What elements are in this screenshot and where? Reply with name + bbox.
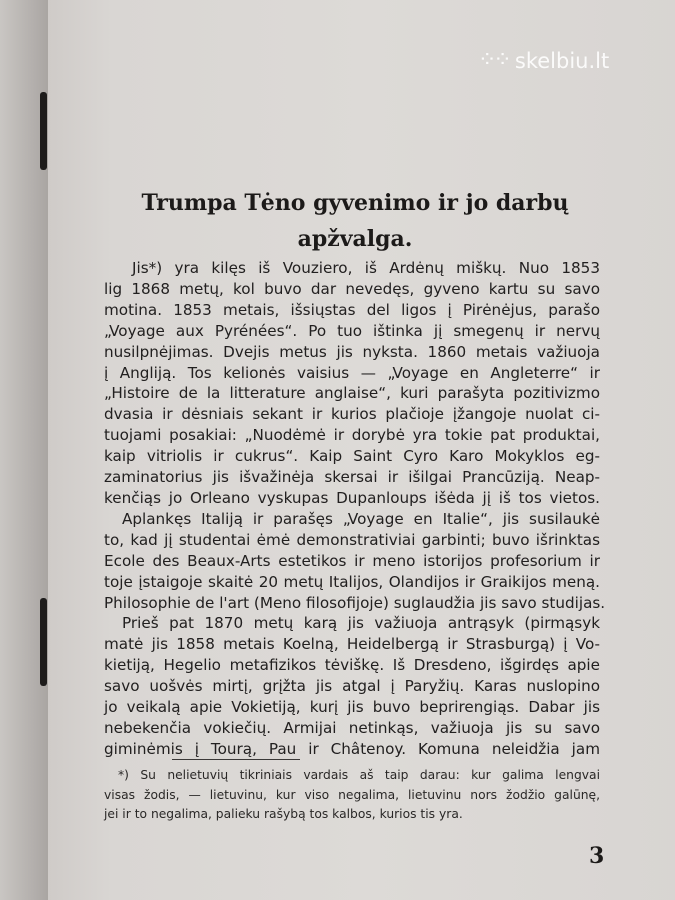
page-number: 3 <box>589 843 605 869</box>
text-line: į Angliją. Tos kelionės vaisius — „Voyage en Angleterre“ ir <box>104 363 600 382</box>
text-line: giminėmis į Tourą, Pau ir Châtenoy. Komuna neleidžia jam <box>104 739 600 758</box>
footnote-divider <box>172 759 300 760</box>
text-line: matė jis 1858 metais Koelną, Heidelbergą ir Strasburgą) į Vo- <box>104 635 600 654</box>
text-line: motina. 1853 metais, išsiųstas del ligos į Pirėnėjus, parašo <box>104 300 600 319</box>
chapter-title-line-1: Trumpa Tėno gyvenimo ir jo darbų <box>141 190 569 216</box>
text-line: Prieš pat 1870 metų karą jis važiuoja antrąsyk (pirmąsyk <box>122 614 600 633</box>
text-line: Jis*) yra kilęs iš Vouziero, iš Ardėnų miškų. Nuo 1853 <box>132 259 600 277</box>
footnote-line: *) Su nelietuvių tikriniais vardais aš taip darau: kur galima lengvai <box>118 768 600 782</box>
text-line: zaminatorius jis išvažinėja skersai ir išilgai Prancūziją. Neap- <box>104 468 600 487</box>
text-line: Aplankęs Italiją ir parašęs „Voyage en Italie“, jis susilaukė <box>122 509 600 528</box>
chapter-title-line-2: apžvalga. <box>297 226 413 252</box>
text-line: kaip vitriolis ir cukrus“. Kaip Saint Cyro Karo Mokyklos eg- <box>104 447 600 466</box>
dots-logo-icon: ⁘⁘ <box>478 48 509 73</box>
text-line: dvasia ir dėsniais sekant ir kurios plačioje įžangoje nuolat ci- <box>104 405 600 424</box>
text-line: „Voyage aux Pyrénées“. Po tuo ištinka jį smegenų ir nervų <box>104 321 600 340</box>
text-line: Ecole des Beaux-Arts estetikos ir meno istorijos profesorium ir <box>104 551 600 570</box>
text-line: „Histoire de la litterature anglaise“, kuri parašyta pozitivizmo <box>104 384 600 403</box>
binding-mark <box>40 598 47 686</box>
footnote-line: jei ir to negalima, palieku rašybą tos kalbos, kurios tis yra. <box>104 807 463 821</box>
text-line: savo uošvės mirtį, grįžta jis atgal į Paryžių. Karas nuslopino <box>104 677 600 696</box>
text-line: jo veikalą apie Vokietiją, kurį jis buvo beprirengiąs. Dabar jis <box>104 698 600 717</box>
text-line: kenčiąs jo Orleano vyskupas Dupanloups išėda jį iš tos vietos. <box>104 488 600 507</box>
text-line: kietiją, Hegelio metafizikos tėviškę. Iš Dresdeno, išgirdęs apie <box>104 656 600 675</box>
text-line: tuojami posakiai: „Nuodėmė ir dorybė yra tokie pat produktai, <box>104 426 600 445</box>
text-line: nusilpnėjimas. Dvejis metus jis nyksta. 1860 metais važiuoja <box>104 342 600 361</box>
watermark <box>478 48 609 73</box>
body-text <box>104 258 606 760</box>
text-line: nebekenčia vokiečių. Armijai netinkąs, važiuoja jis su savo <box>104 718 600 737</box>
text-line: to, kad jį studentai ėmė demonstrativiai garbinti; buvo išrinktas <box>104 530 600 549</box>
footnote-line: visas žodis, — lietuvinu, kur viso negalima, lietuvinu nors žodžio galūnę, <box>104 787 600 802</box>
watermark-text: skelbiu.lt <box>514 48 610 73</box>
footnote <box>104 766 600 825</box>
text-line: lig 1868 metų, kol buvo dar nevedęs, gyveno kartu su savo <box>104 279 600 298</box>
binding-mark <box>40 92 47 170</box>
text-line: Philosophie de l'art (Meno filosofijoje) suglaudžia jis savo studijas. <box>104 593 606 612</box>
text-line: toje įstaigoje skaitė 20 metų Italijos, Olandijos ir Graikijos meną. <box>104 572 600 591</box>
